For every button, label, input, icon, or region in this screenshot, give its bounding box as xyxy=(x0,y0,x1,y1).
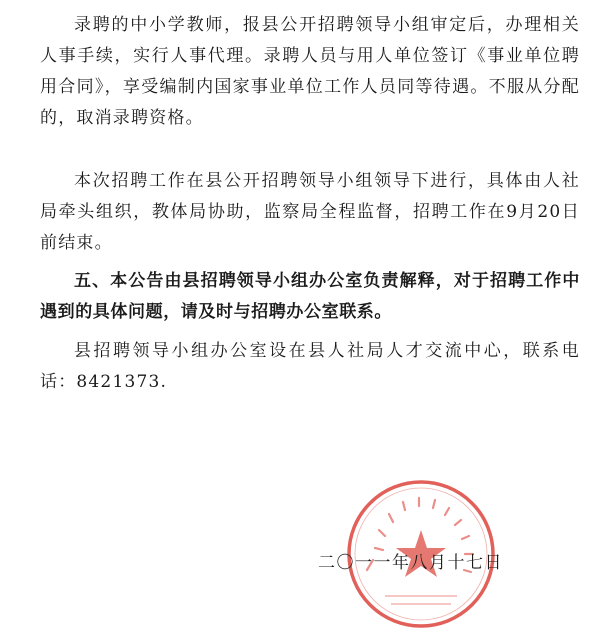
paragraph-contact-info: 县招聘领导小组办公室设在县人社局人才交流中心，联系电话：8421373. xyxy=(40,341,580,392)
issue-date: 二〇一一年八月十七日 xyxy=(318,553,503,573)
paragraph-recruitment-organization: 本次招聘工作在县公开招聘领导小组领导下进行，具体由人社局牵头组织，教体局协助，监察局全程监督，招聘工作在9月20日前结束。 xyxy=(40,171,580,253)
paragraph-interpretation-clause: 五、本公告由县招聘领导小组办公室负责解释，对于招聘工作中遇到的具体问题，请及时与招聘办公室联系。 xyxy=(40,271,580,322)
paragraph-employment-terms: 录聘的中小学教师，报县公开招聘领导小组审定后，办理相关人事手续，实行人事代理。录聘人员与用人单位签订《事业单位聘用合同》，享受编制内国家事业单位工作人员同等待遇。不服从分配的，取消录聘资格。 xyxy=(40,15,580,128)
